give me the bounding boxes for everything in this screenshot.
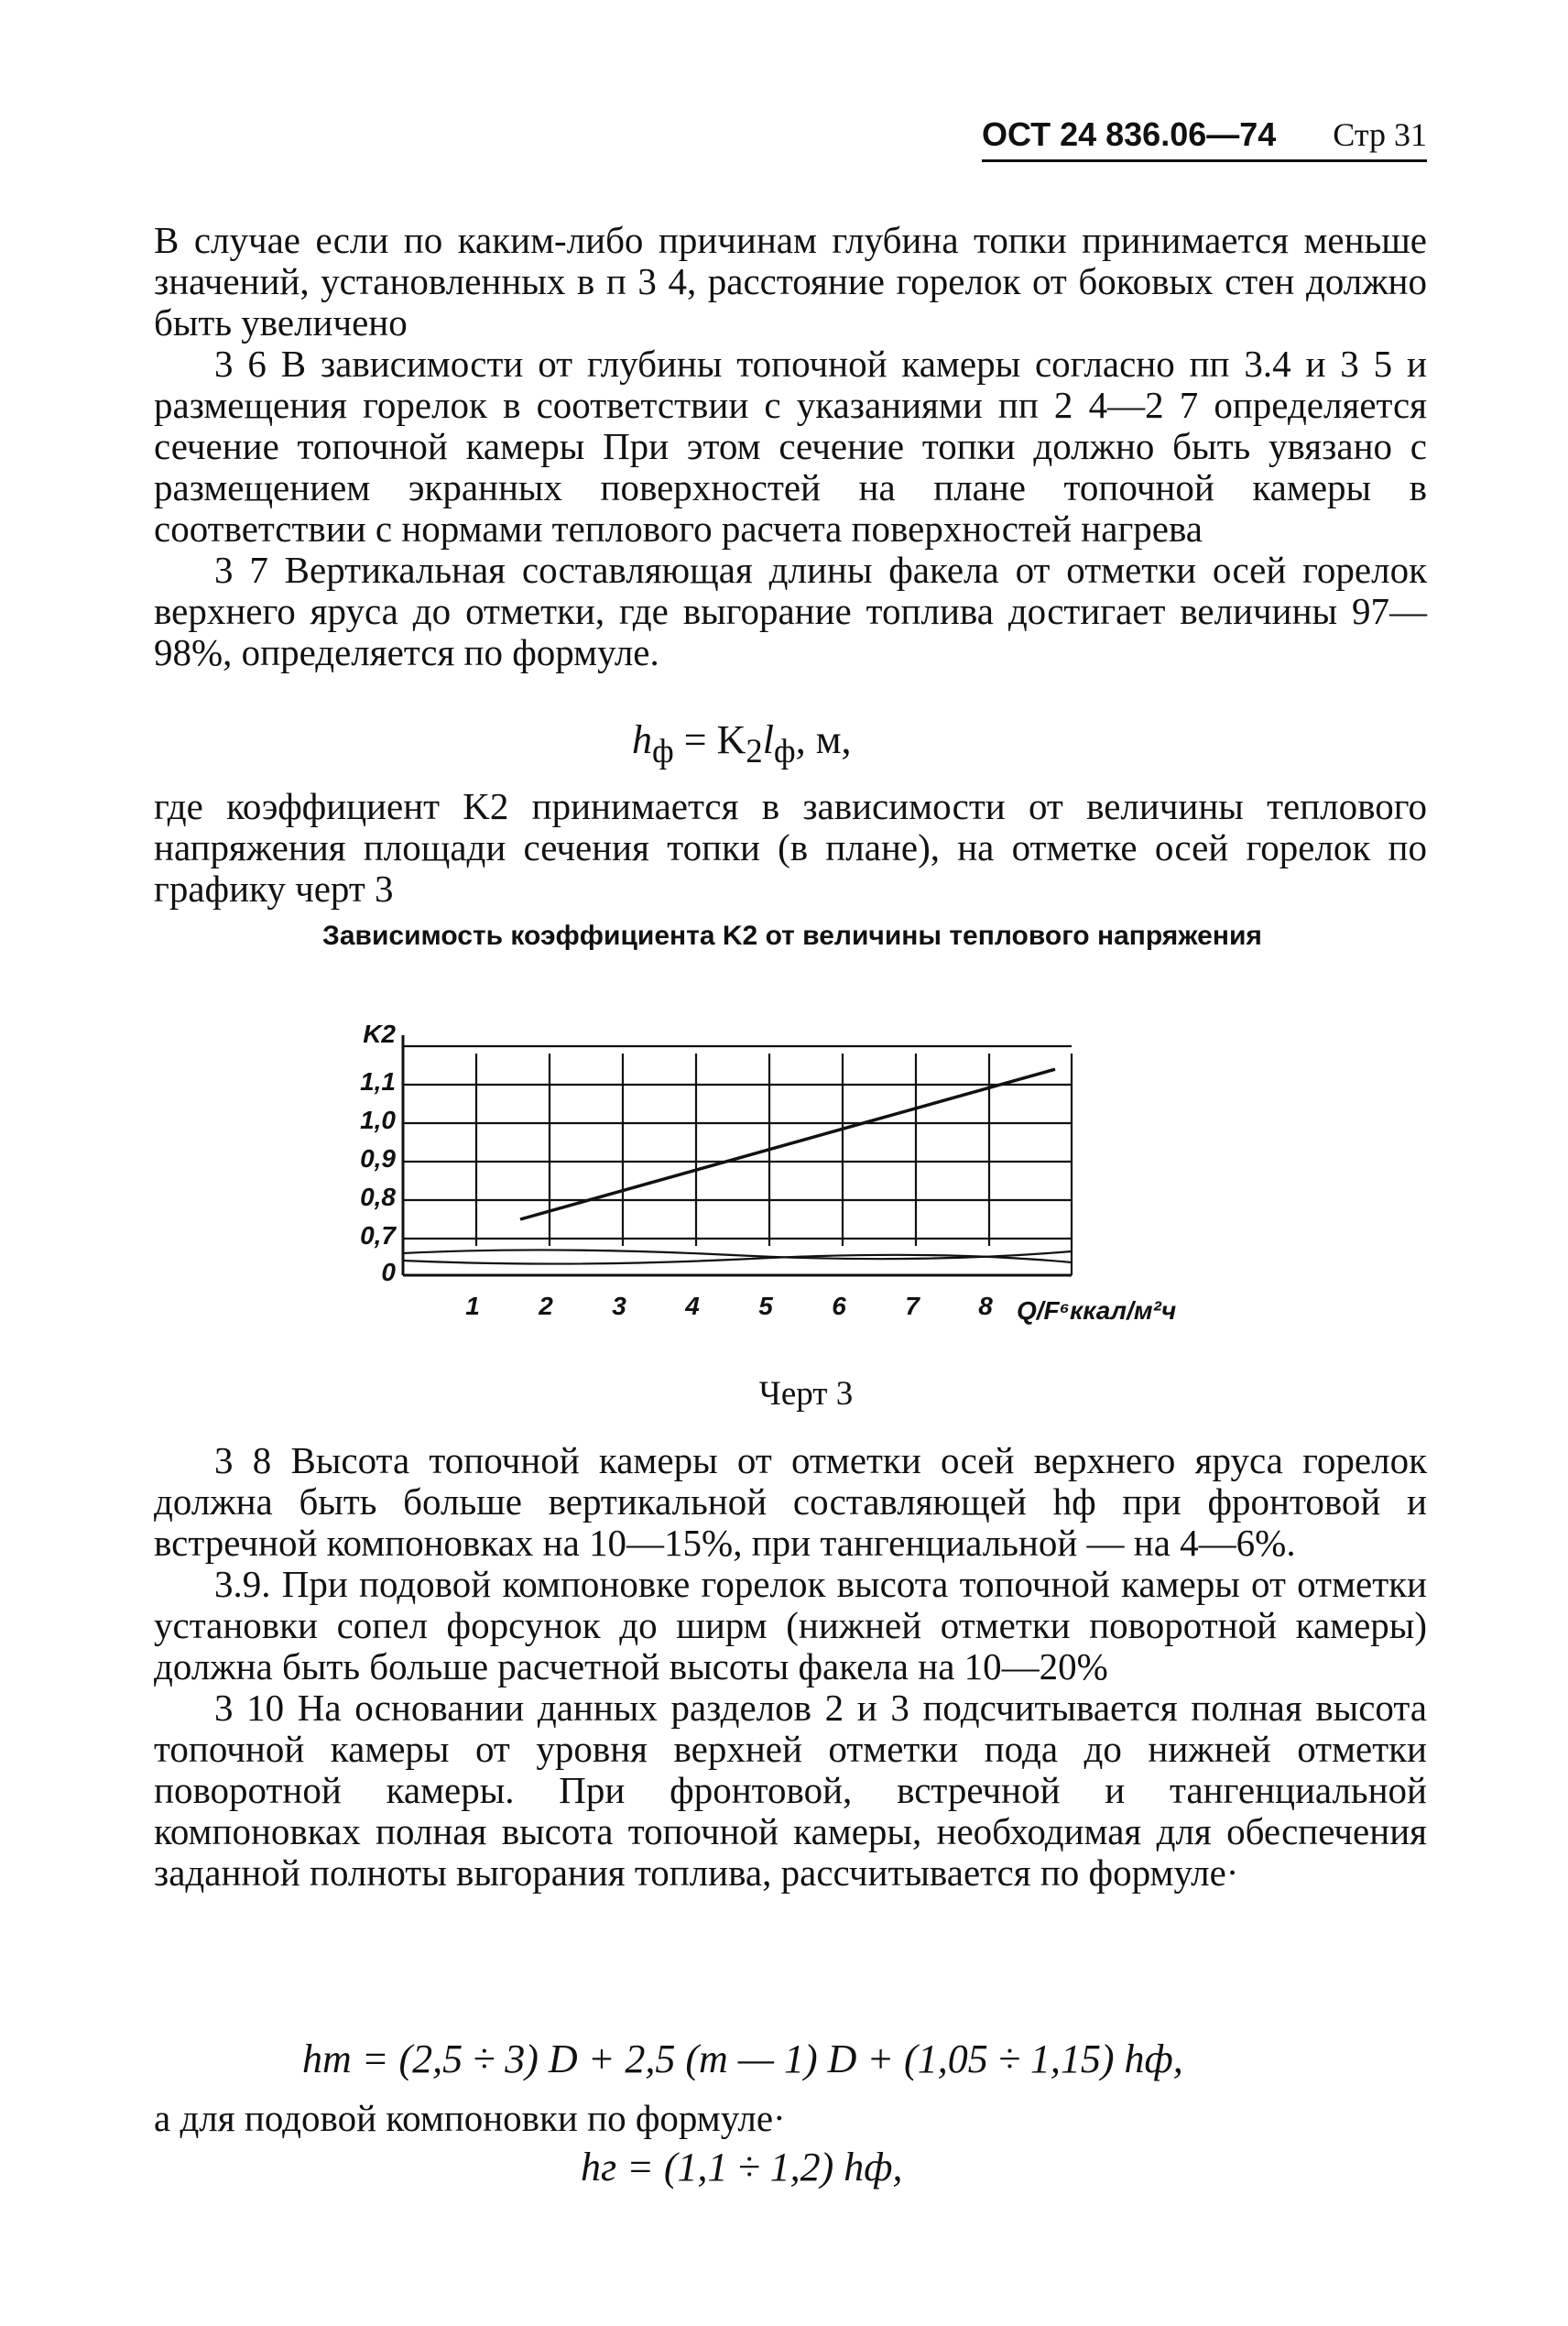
y-tick-label: 0,9 xyxy=(360,1144,396,1173)
paragraph-3-8: 3 8 Высота топочной камеры от отметки осей верхнего яруса горелок должна быть больше вертикальной составляющей hф при фронтовой и встречной компоновках на 10—15%, при тангенциальной — на 4—6%. xyxy=(154,1439,1427,1564)
y-tick-label: 0,7 xyxy=(360,1221,396,1250)
chart-svg xyxy=(360,1020,1246,1356)
series-line-k2 xyxy=(520,1069,1055,1219)
x-tick-label: 3 xyxy=(612,1292,626,1320)
x-tick-label: 7 xyxy=(905,1292,920,1320)
text-block-bottom xyxy=(154,1440,1427,1894)
paragraph-3-6: 3 6 В зависимости от глубины топочной камеры согласно пп 3.4 и 3 5 и размещения горелок в соответствии с указаниями пп 2 4—2 7 определяется сечение топочной камеры При этом сечение топки должно быть увязано с размещением экранных поверхностей на плане топочной камеры в соответствии с нормами теплового расчета поверхностей нагрева xyxy=(154,343,1427,550)
text-block-hearth xyxy=(154,2098,1427,2139)
x-tick-label: 8 xyxy=(978,1292,993,1320)
paragraph-3-10: 3 10 На основании данных разделов 2 и 3 подсчитывается полная высота топочной камеры от уровня верхней отметки пода до нижней отметки поворотной камеры. При фронтовой, встречной и тангенциальной компоновках полная высота топочной камеры, необходимая для обеспечения заданной полноты выгорания топлива, рассчитывается по формуле· xyxy=(154,1687,1427,1894)
formula-hearth-height: hг = (1,1 ÷ 1,2) hф, xyxy=(581,2145,903,2189)
y-tick-label: 0,8 xyxy=(360,1183,396,1211)
x-tick-label: 2 xyxy=(539,1292,553,1320)
chart xyxy=(360,1020,1246,1360)
x-tick-label: 4 xyxy=(685,1292,700,1320)
x-axis-label: Q/F⁶ккал/м²ч xyxy=(1017,1296,1177,1325)
paragraph-k2: где коэффициент K2 принимается в зависимости от величины теплового напряжения площади сечения топки (в плане), на отметке осей горелок по графику черт 3 xyxy=(154,785,1427,910)
y-tick-label: 1,0 xyxy=(360,1106,396,1134)
formula-full-height: hт = (2,5 ÷ 3) D + 2,5 (m — 1) D + (1,05 ÷ 1,15) hф, xyxy=(302,2037,1183,2081)
paragraph-hearth: а для подовой компоновки по формуле· xyxy=(154,2097,786,2139)
page-number: Стр 31 xyxy=(1333,116,1427,153)
axis-break-line xyxy=(403,1250,1072,1259)
document-id: ОСТ 24 836.06—74 xyxy=(982,115,1277,153)
paragraph-3-9: 3.9. При подовой компоновке горелок высота топочной камеры от отметки установки сопел форсунок до ширм (нижней отметки поворотной камеры) должна быть больше расчетной высоты факела на 10—20% xyxy=(154,1563,1427,1687)
y-tick-label: 1,1 xyxy=(360,1067,396,1096)
formula-flame-length: $h_ф = K_2l_ф$, м, xyxy=(632,717,852,770)
x-tick-label: 5 xyxy=(758,1292,773,1320)
paragraph-3-7: 3 7 Вертикальная составляющая длины факела от отметки осей горелок верхнего яруса до отметки, где выгорание топлива достигает величины 97—98%, определяется по формуле. xyxy=(154,549,1427,673)
figure-caption: Черт 3 xyxy=(758,1375,854,1413)
chart-title: Зависимость коэффициента K2 от величины теплового напряжения xyxy=(322,921,1262,951)
y-axis-label: K2 xyxy=(363,1020,396,1048)
paragraph-intro: В случае если по каким-либо причинам глубина топки принимается меньше значений, установленных в п 3 4, расстояние горелок от боковых стен должно быть увеличено xyxy=(154,219,1427,344)
x-tick-label: 6 xyxy=(832,1292,846,1320)
page-header xyxy=(982,115,1427,162)
y-tick-label: 0 xyxy=(381,1258,396,1286)
x-tick-label: 1 xyxy=(465,1292,480,1320)
text-block-k2 xyxy=(154,786,1427,910)
text-block-top xyxy=(154,220,1427,673)
